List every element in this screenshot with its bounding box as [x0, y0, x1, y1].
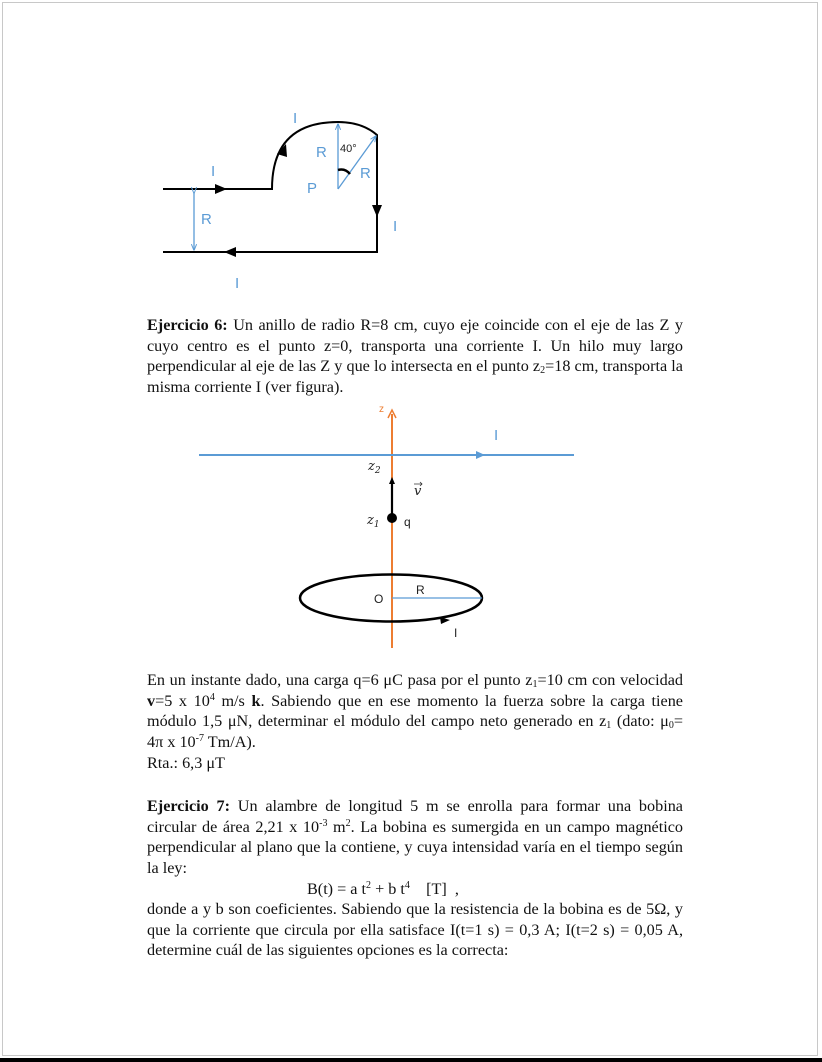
- velocity-arrow-icon: [389, 477, 395, 484]
- label-z1: $z_1$: [367, 513, 380, 530]
- exercise-7-question: donde a y b son coeficientes. Sabiendo que la resistencia de la bobina es de 5Ω, y que la corriente que circula por ella satisface I(t=1 s) = 0,3 A; I(t=2 s) = 0,05 A, determine cuál de las siguientes opciones es la correcta:: [147, 900, 683, 960]
- label-point-p: P: [307, 180, 318, 197]
- charge-dot: [387, 513, 397, 523]
- label-ring-radius: R: [416, 583, 425, 597]
- label-current-bottom: I: [235, 275, 240, 292]
- label-angle: 40°: [340, 143, 357, 155]
- wire-arrow-icon: [476, 451, 485, 459]
- equation-b-of-t: B(t) = a $t^2 + b$ $t^4$ [T] ,: [307, 880, 459, 898]
- label-charge: q: [404, 515, 411, 529]
- label-current-right: I: [393, 218, 398, 235]
- exercise-6-answer: Rta.: 6,3 μT: [147, 754, 225, 772]
- exercise-6-title: Ejercicio 6:: [147, 316, 228, 334]
- label-radius-diagonal: R: [360, 165, 371, 182]
- label-current-top: I: [211, 163, 216, 180]
- label-z-axis: z: [379, 404, 384, 415]
- label-ring-current: I: [454, 626, 458, 640]
- exercise-6-statement: Ejercicio 6: Un anillo de radio R=8 cm, cuyo eje coincide con el eje de las Z y cuyo centro es el punto z=0, transporta una corriente I. Un hilo muy largo perpendicular al eje de las Z y que lo intersecta en el punto $z_2=18$ cm, transporta la misma corriente I (ver figura).: [147, 316, 683, 396]
- label-velocity: v: [414, 484, 422, 499]
- exercise-7-title: Ejercicio 7:: [147, 797, 230, 815]
- label-origin: O: [374, 592, 384, 606]
- bottom-border: [0, 1058, 822, 1062]
- exercise-7-statement: Ejercicio 7: Un alambre de longitud 5 m se enrolla para formar una bobina circular de área 2,21 x $10^{-3}$ $m^2$. La bobina es sumergida en un campo magnético perpendicular al plano que la contiene, y cuya intensidad varía en el tiempo según la ley:: [147, 797, 684, 877]
- label-current-arc: I: [293, 110, 298, 127]
- label-wire-current: I: [494, 427, 499, 444]
- exercise-6-question: En un instante dado, una carga q=6 μC pasa por el punto $z_1=10$ cm con velocidad v=5 x $10^4$ m/s k. Sabiendo que en ese momento la fuerza sobre la carga tiene módulo 1,5 μN, determinar el módulo del campo neto generado en $z_1$ (dato: $\mu_0= 4\pi$ x $10^{-7}$ Tm/A).: [147, 671, 683, 751]
- label-radius-vertical: R: [316, 144, 327, 161]
- label-z2: $z_2$: [368, 459, 381, 476]
- label-radius-left: R: [201, 211, 212, 228]
